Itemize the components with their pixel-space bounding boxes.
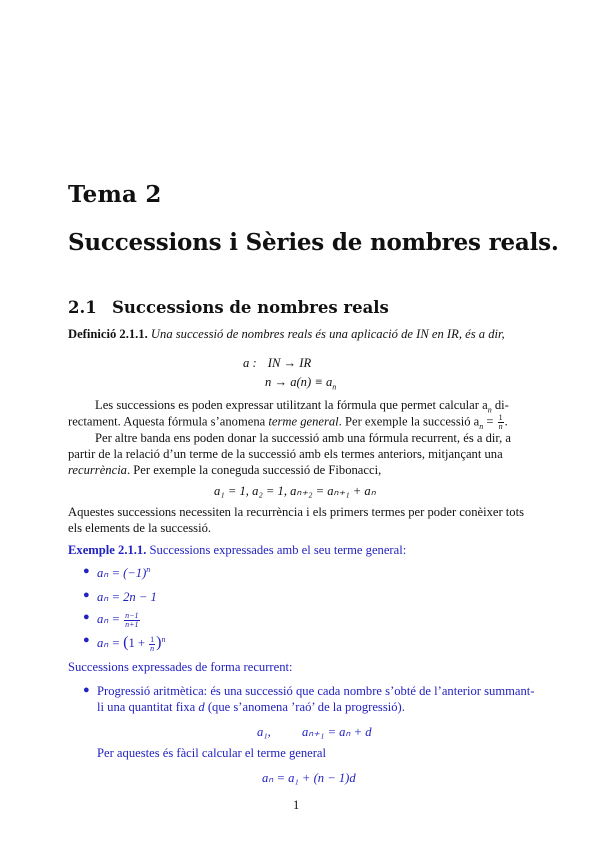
bullet-icon: ● <box>83 634 90 646</box>
p1-l2a: rectament. Aquesta fórmula s’anomena <box>68 414 269 429</box>
example-item-3 <box>83 610 141 629</box>
general-formula: aₙ = a₁ + (n − 1)d <box>262 771 356 785</box>
item4-sup: n <box>161 634 166 644</box>
arith-formula <box>257 724 372 740</box>
example-item-1 <box>83 564 151 581</box>
chapter-label: Tema 2 <box>68 181 162 208</box>
arith-formula-left: a₁, <box>257 725 271 739</box>
item3-den: n+1 <box>125 619 139 629</box>
page-number: 1 <box>293 798 300 812</box>
p1-sub: n <box>487 405 492 415</box>
item4-paren-open: ( <box>123 634 129 651</box>
mapping-line-1 <box>243 356 311 371</box>
bullet-icon: ● <box>83 589 90 601</box>
item4-one: 1 + <box>128 636 149 650</box>
paragraph-3-line-2: els elements de la successió. <box>68 521 212 535</box>
mapping-rule: n → a(n) ≡ a <box>265 375 333 389</box>
paragraph-2-line-3 <box>68 463 381 478</box>
mapping-domain: IN → IR <box>267 356 312 370</box>
paragraph-2-line-2: partir de la relació d’un terme de la successió amb els termes anteriors, mitjançant una <box>68 447 503 461</box>
example-text: Successions expressades amb el seu terme general: <box>149 543 407 557</box>
paragraph-1-line-1 <box>95 398 509 413</box>
bullet-icon: ● <box>83 611 90 623</box>
item4-lhs: aₙ = <box>97 636 124 650</box>
item3-num: n−1 <box>125 610 139 620</box>
mapping-sub: n <box>332 382 337 392</box>
paragraph-1-line-2 <box>68 414 508 431</box>
item2-lhs: aₙ = 2n − 1 <box>97 590 157 604</box>
section-title: Successions de nombres reals <box>112 298 389 317</box>
p1-frac-num: 1 <box>498 413 503 422</box>
definition <box>68 327 505 342</box>
example-item-4 <box>83 634 166 653</box>
general-heading: Per aquestes és fàcil calcular el terme general <box>97 746 327 760</box>
arith-item-line-2 <box>97 700 405 715</box>
p1-dot: . <box>504 414 508 429</box>
p1-l2b: . Per exemple la successió a <box>338 414 480 429</box>
item1-lhs: aₙ = (−1) <box>97 566 147 580</box>
definition-text: Una successió de nombres reals és una aplicació de IN en IR, és a dir, <box>150 327 505 341</box>
p1-text: Les successions es poden expressar utilitzant la fórmula que permet calcular a <box>95 398 488 412</box>
arith-l2b: (que s’anomena ’raó’ de la progressió). <box>204 700 405 714</box>
item4-paren-close: ) <box>156 634 162 651</box>
example-item-2 <box>83 589 157 605</box>
item4-den: n <box>150 643 155 653</box>
p1-end: di- <box>491 398 509 412</box>
arith-item-line-1 <box>83 684 535 699</box>
example-heading <box>68 543 406 558</box>
mapping-line-2 <box>265 375 336 390</box>
item4-num: 1 <box>150 634 155 644</box>
chapter-title: Successions i Sèries de nombres reals. <box>68 229 559 256</box>
p1-fraction <box>498 414 504 431</box>
p2-recurrencia: recurrència <box>68 463 127 477</box>
bullet-icon: ● <box>83 565 90 577</box>
arith-d: d <box>198 700 205 714</box>
bullet-icon: ● <box>83 684 90 696</box>
item1-sup: n <box>146 564 151 574</box>
example-label: Exemple 2.1.1. <box>68 543 147 557</box>
item3-lhs: aₙ = <box>97 612 124 626</box>
item3-fraction <box>124 612 139 629</box>
arith-formula-right: aₙ₊₁ = aₙ + d <box>301 725 372 739</box>
item4-fraction <box>149 636 155 653</box>
arith-l1: Progressió aritmètica: és una successió que cada nombre s’obté de l’anterior summant- <box>97 684 535 698</box>
section-number: 2.1 <box>68 298 97 317</box>
p1-frac-den: n <box>498 422 503 431</box>
p1-eq: = <box>483 414 497 429</box>
mapping-func: a : <box>243 356 257 370</box>
p1-term-general: terme general <box>268 414 339 429</box>
definition-label: Definició 2.1.1. <box>68 327 148 341</box>
p1-l2-sub: n <box>479 421 484 431</box>
arith-l2a: li una quantitat fixa <box>97 700 199 714</box>
p2-l3: . Per exemple la coneguda successió de Fibonacci, <box>126 463 382 477</box>
paragraph-3-line-1: Aquestes successions necessiten la recurrència i els primers termes per poder conèixer tots <box>68 505 525 519</box>
paragraph-2-line-1: Per altre banda ens poden donar la successió amb una fórmula recurrent, és a dir, a <box>95 431 511 445</box>
fibonacci-formula: a₁ = 1, a₂ = 1, aₙ₊₂ = aₙ₊₁ + aₙ <box>214 484 376 498</box>
section-heading <box>68 298 389 317</box>
recurrent-heading: Successions expressades de forma recurrent: <box>68 660 293 674</box>
